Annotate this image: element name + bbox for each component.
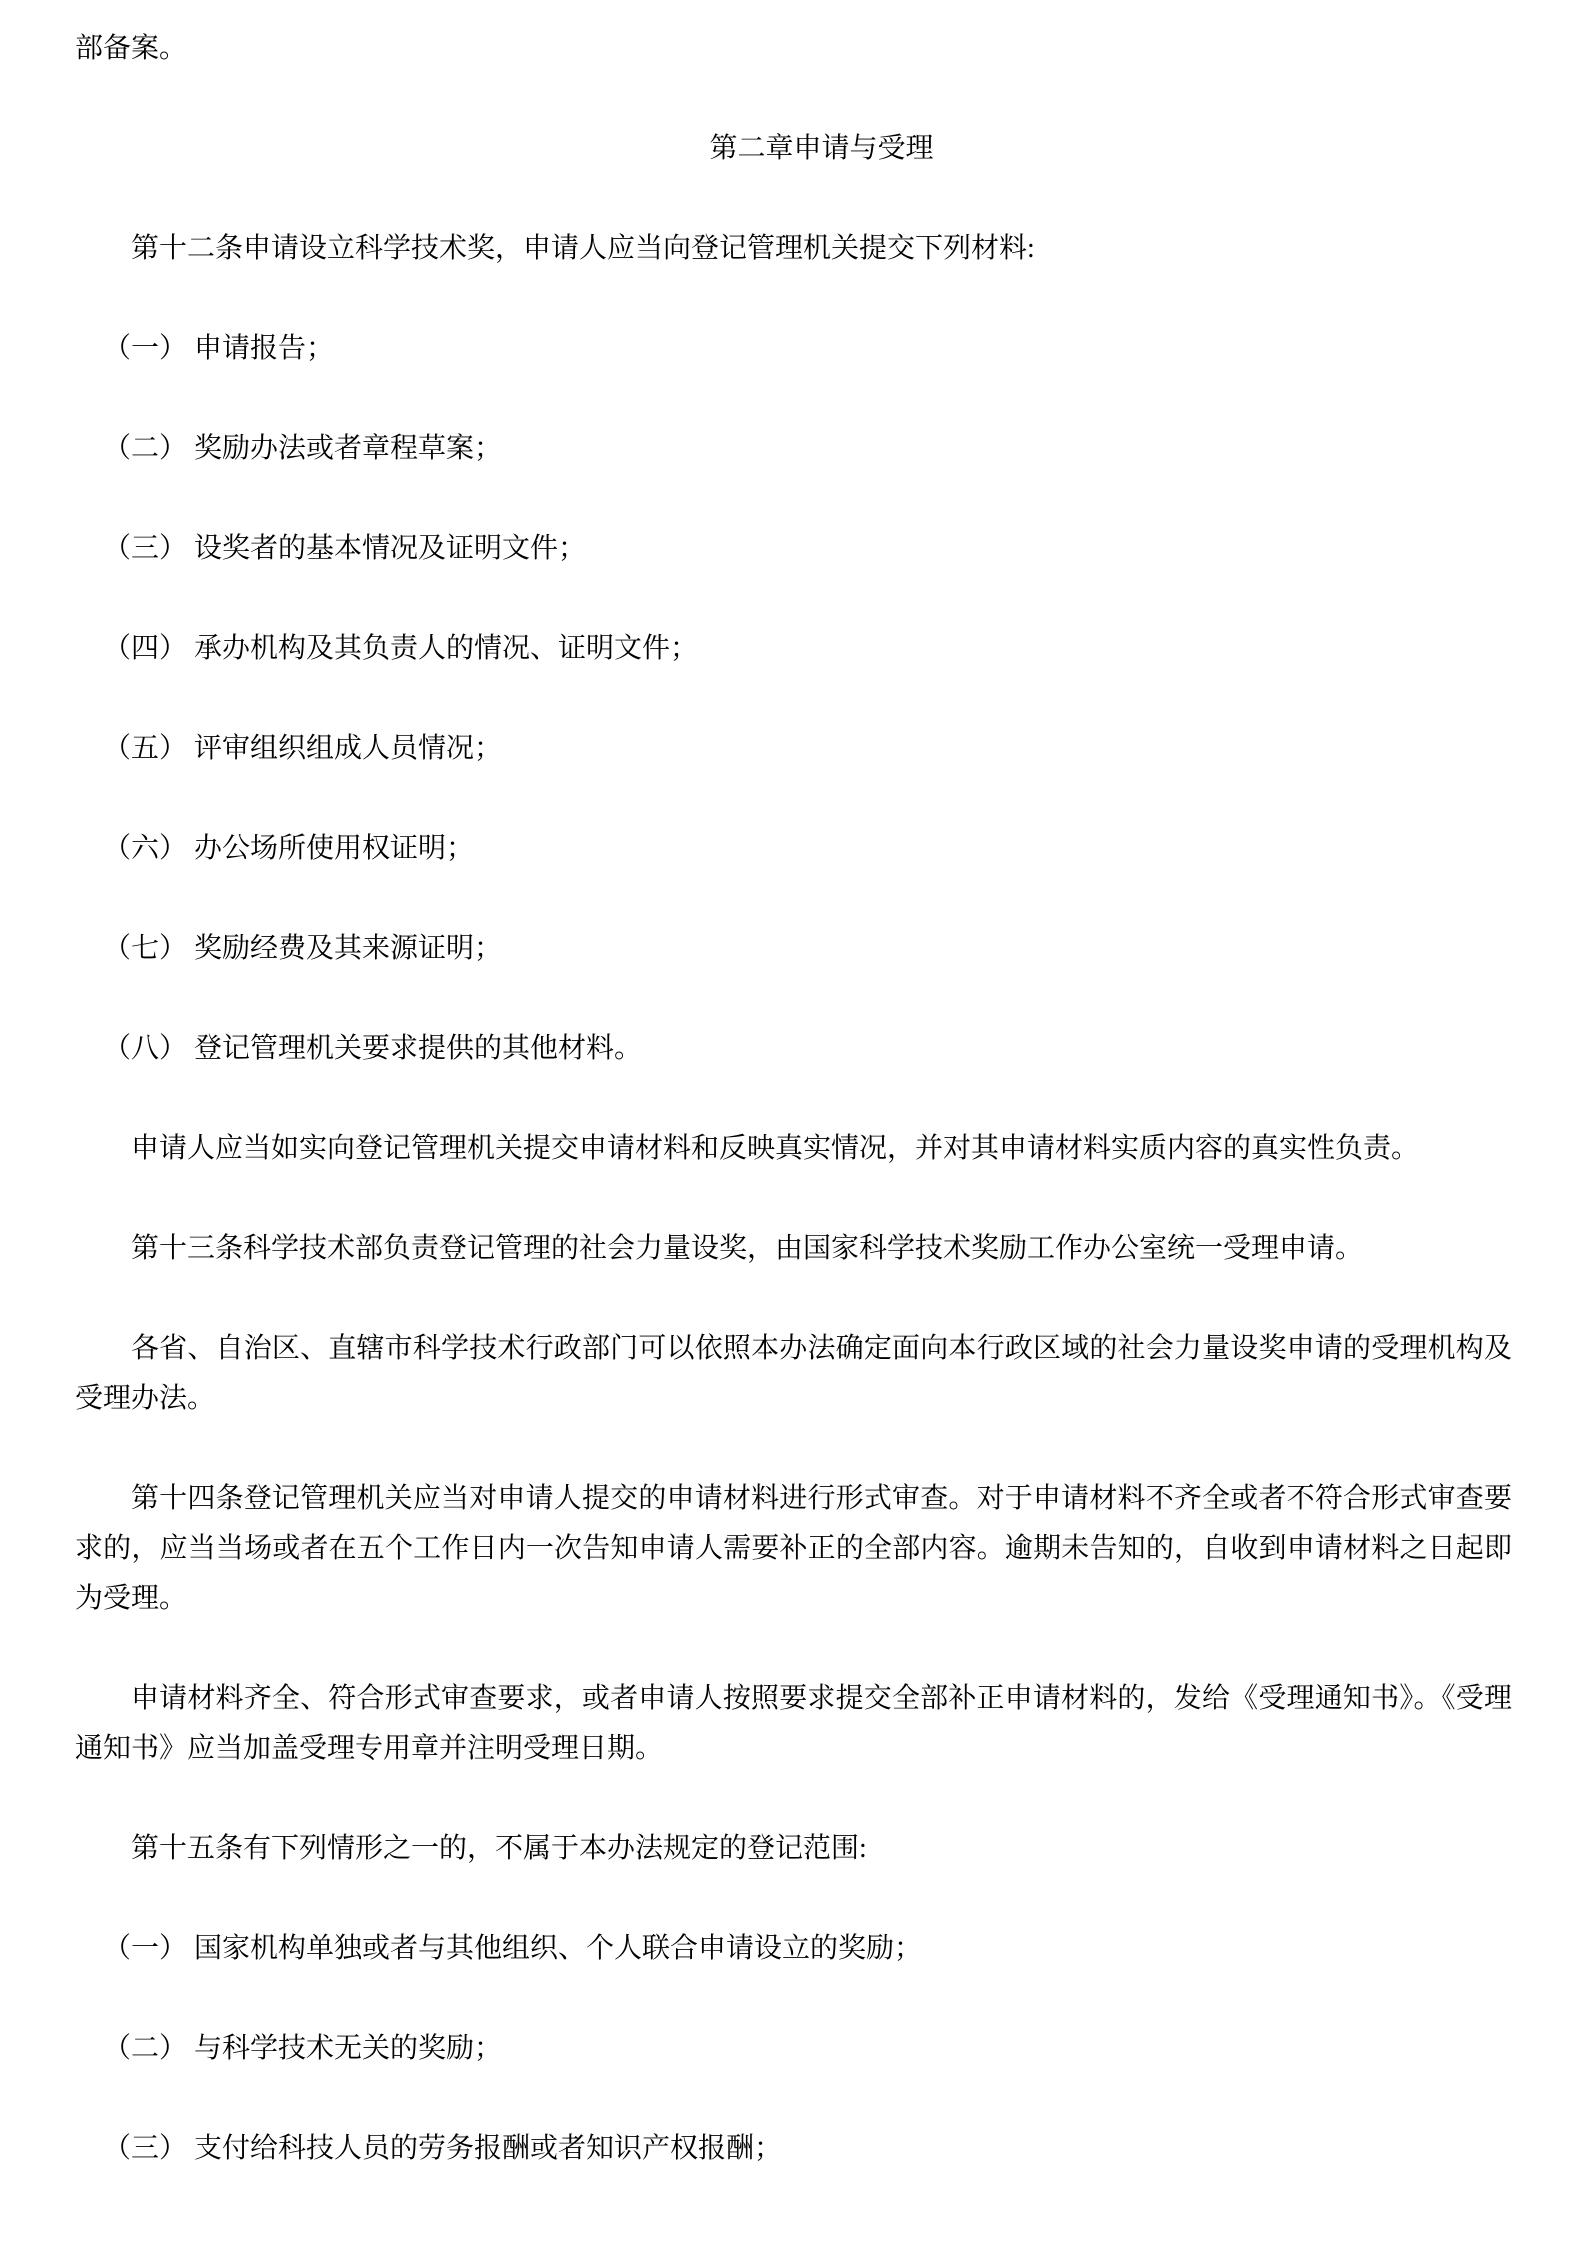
list-item: （三） 设奖者的基本情况及证明文件； bbox=[103, 533, 587, 564]
article-paragraph: 申请材料齐全、符合形式审查要求，或者申请人按照要求提交全部补正申请材料的，发给《受理通知书》。《受理通知书》应当加盖受理专用章并注明受理日期。 bbox=[75, 1683, 1512, 1764]
list-item: （七） 奖励经费及其来源证明； bbox=[103, 933, 503, 964]
chapter-heading: 第二章申请与受理 bbox=[709, 133, 934, 164]
article-paragraph: 第十三条科学技术部负责登记管理的社会力量设奖，由国家科学技术奖励工作办公室统一受理申请。 bbox=[131, 1233, 1364, 1264]
list-item: （八） 登记管理机关要求提供的其他材料。 bbox=[103, 1033, 643, 1064]
list-item: （五） 评审组织组成人员情况； bbox=[103, 733, 503, 764]
list-item: （三） 支付给科技人员的劳务报酬或者知识产权报酬； bbox=[103, 2133, 783, 2164]
article-paragraph: 第十五条有下列情形之一的，不属于本办法规定的登记范围: bbox=[131, 1833, 867, 1864]
article-paragraph: 各省、自治区、直辖市科学技术行政部门可以依照本办法确定面向本行政区域的社会力量设奖申请的受理机构及受理办法。 bbox=[75, 1333, 1512, 1414]
list-item: （二） 与科学技术无关的奖励； bbox=[103, 2033, 503, 2064]
list-item: （一） 国家机构单独或者与其他组织、个人联合申请设立的奖励； bbox=[103, 1933, 923, 1964]
continuation-text: 部备案。 bbox=[75, 33, 188, 64]
list-item: （二） 奖励办法或者章程草案； bbox=[103, 433, 503, 464]
list-item: （四） 承办机构及其负责人的情况、证明文件； bbox=[103, 633, 699, 664]
article-paragraph: 第十二条申请设立科学技术奖，申请人应当向登记管理机关提交下列材料: bbox=[131, 233, 1035, 264]
article-paragraph: 第十四条登记管理机关应当对申请人提交的申请材料进行形式审查。对于申请材料不齐全或者不符合形式审查要求的，应当当场或者在五个工作日内一次告知申请人需要补正的全部内容。逾期未告知的，自收到申请材料之日起即为受理。 bbox=[75, 1483, 1512, 1614]
list-item: （一） 申请报告； bbox=[103, 333, 335, 364]
article-paragraph: 申请人应当如实向登记管理机关提交申请材料和反映真实情况，并对其申请材料实质内容的真实性负责。 bbox=[131, 1133, 1420, 1164]
list-item: （六） 办公场所使用权证明； bbox=[103, 833, 475, 864]
